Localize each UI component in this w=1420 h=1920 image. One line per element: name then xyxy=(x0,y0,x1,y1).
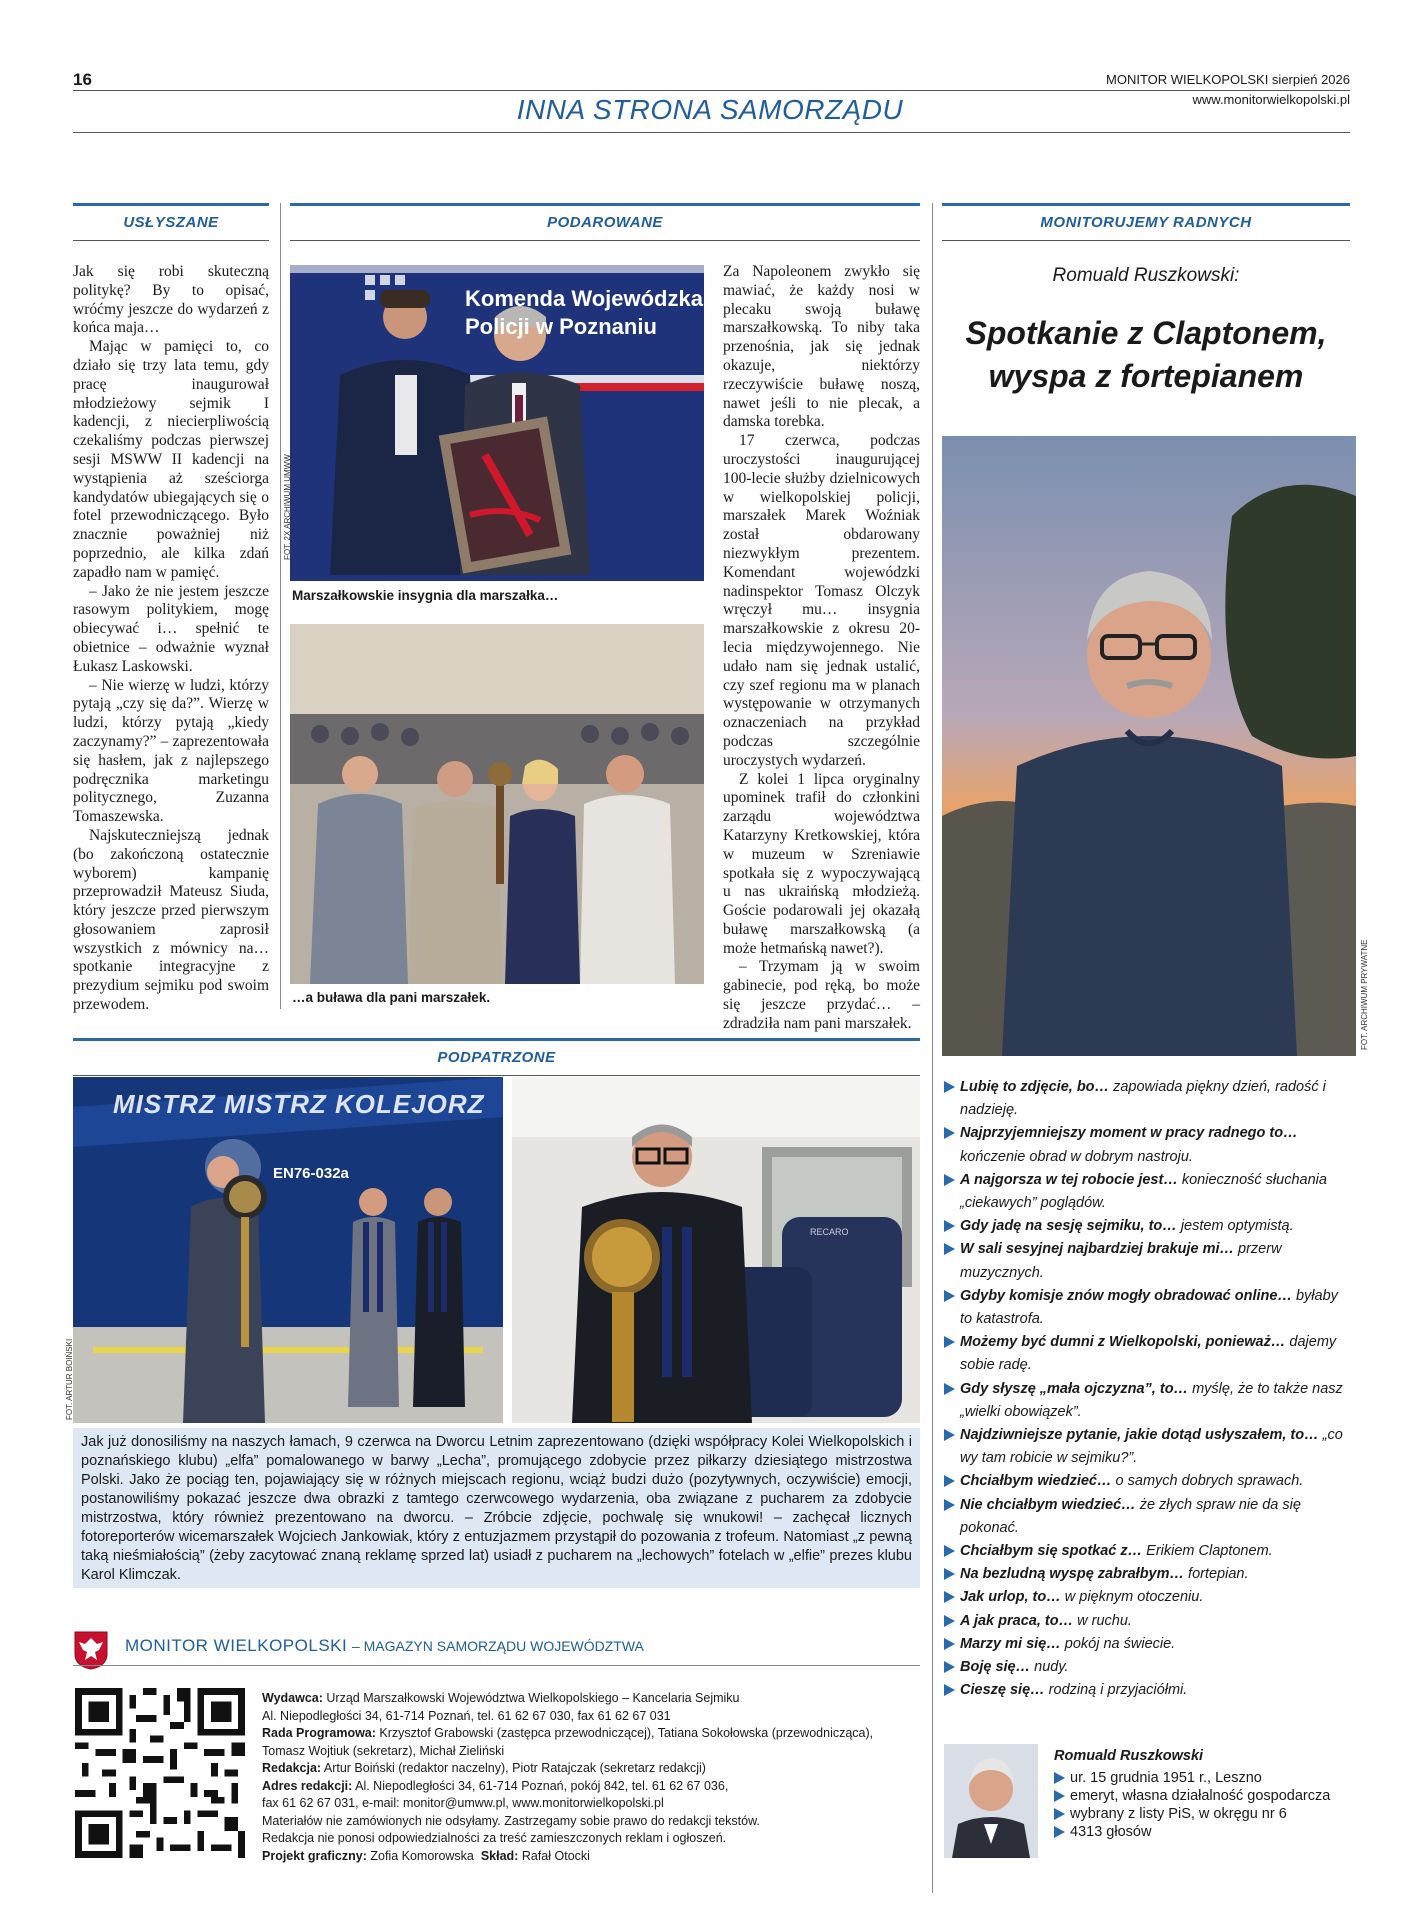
qa-item: A jak praca, to… w ruchu. xyxy=(944,1610,1344,1633)
paragraph: – Trzymam ją w swoim gabinecie, pod ręką, bo może się jeszcze przydać… – zdradziła nam pani marszałek. xyxy=(723,958,920,1032)
bio-item: emeryt, własna działalność gospodarcza xyxy=(1054,1787,1354,1805)
paragraph: Z kolei 1 lipca oryginalny upominek trafił do członkini zarządu województwa Katarzyny Kretkowskiej, która w muzeum w Szreniawie spotkała się z wypoczywającą u nas ukraińską młodzieżą. Goście podarowali jej okazałą buławę marszałkowską (a może hetmańską nawet?). xyxy=(723,770,920,957)
qa-item: Boję się… nudy. xyxy=(944,1656,1344,1679)
bio-item: wybrany z listy PiS, w okręgu nr 6 xyxy=(1054,1805,1354,1823)
caption-mace: …a buława dla pani marszałek. xyxy=(292,990,491,1005)
caption-insignia: Marszałkowskie insygnia dla marszałka… xyxy=(292,588,559,603)
qr-code[interactable] xyxy=(75,1688,245,1858)
section-title: INNA STRONA SAMORZĄDU xyxy=(516,94,904,125)
qa-item: Najdziwniejsze pytanie, jakie dotąd usłyszałem, to… „co wy tam robicie w sejmiku?”. xyxy=(944,1424,1344,1470)
photo-sign-text: Komenda Wojewódzka Policji w Poznaniu xyxy=(465,286,703,339)
photo-councillor-portrait xyxy=(942,436,1356,1056)
seat-label: RECARO xyxy=(810,1227,849,1237)
footer-rule xyxy=(73,1665,920,1666)
paragraph: 17 czerwca, podczas uroczystości inaugurującej 100-lecie służby dzielnicowych w wielkopolskiej policji, marszałek Marek Woźniak został obdarowany niezwykłym prezentem. Komendant wojewódzki nadinspektor Tomasz Olczyk wręczył mu… insygnia marszałkowskie z okresu 20-lecia międzywojennego. Nie udało nam się jednak ustalić, czy szef regionu ma w planach występowanie w otrzymanych oznaczeniach na przykład podczas szczególnie uroczystych wydarzeń. xyxy=(723,432,920,769)
imprint-line: Rada Programowa: Krzysztof Grabowski (zastępca przewodniczącej), Tatiana Sokołowska (przewodnicząca), xyxy=(262,1726,874,1740)
imprint-line: Materiałów nie zamówionych nie odsyłamy. Zastrzegamy sobie prawo do redakcji tekstów. xyxy=(262,1813,760,1828)
paragraph: Za Napoleonem zwykło się mawiać, że każdy nosi w plecaku swoją buławę marszałkowską. To niby taka przenośnia, jak się jednak okazuje, niektórzy rzeczywiście buławę noszą, nawet jeśli to nie plecak, a damska torebka. xyxy=(723,263,920,431)
bio-item: ur. 15 grudnia 1951 r., Leszno xyxy=(1054,1769,1354,1787)
qa-item: Na bezludną wyspę zabrałbym… fortepian. xyxy=(944,1563,1344,1586)
column-header-podarowane: PODAROWANE xyxy=(290,203,920,241)
imprint-line: Tomasz Wojtiuk (sekretarz), Michał Zieliński xyxy=(262,1743,505,1758)
photo-credit: FOT. ARCHIWUM PRYWATNE xyxy=(1360,939,1369,1050)
website-link[interactable]: www.monitorwielkopolski.pl xyxy=(1192,92,1350,107)
photo-train-seat xyxy=(512,1077,920,1423)
paragraph: Najskuteczniejszą jednak (bo zakończoną ostatecznie wyborem) kampanię przeprowadził Mateusz Siuda, który jeszcze przed pierwszym głosowaniem zaprosił wszystkich z mównicy na… spotkanie integracyjne z prezydium sejmiku pod swoim przewodem. xyxy=(73,826,269,1014)
photo-train-trophy xyxy=(73,1077,503,1423)
footer-brand-name: MONITOR WIELKOPOLSKI xyxy=(125,1636,348,1655)
imprint-line: Adres redakcji: Al. Niepodległości 34, 61-714 Poznań, pokój 842, tel. 61 62 67 036, xyxy=(262,1778,729,1793)
qa-item: Jak urlop, to… w pięknym otoczeniu. xyxy=(944,1586,1344,1609)
imprint-line: Redakcja: Artur Boiński (redaktor naczelny), Piotr Ratajczak (sekretarz redakcji) xyxy=(262,1761,706,1775)
photo-councillor-thumbnail xyxy=(944,1744,1038,1858)
paragraph: – Jako że nie jestem jeszcze rasowym politykiem, mogę obiecywać i… spełnić te obietnice – odważnie wyznał Łukasz Laskowski. xyxy=(73,582,269,675)
imprint-line: Wydawca: Urząd Marszałkowski Województwa Wielkopolskiego – Kancelaria Sejmiku xyxy=(262,1691,740,1705)
qa-item: Nie chciałbym wiedzieć… że złych spraw nie da się pokonać. xyxy=(944,1494,1344,1540)
imprint-line: Redakcja nie ponosi odpowiedzialności za treść zamieszczonych reklam i ogłoszeń. xyxy=(262,1831,727,1845)
train-number: EN76-032a xyxy=(273,1165,349,1182)
imprint-line: fax 61 62 67 031, e-mail: monitor@umww.pl, www.monitorwielkopolski.pl xyxy=(262,1796,664,1810)
header-rule-bottom xyxy=(73,132,1350,133)
qa-item: Chciałbym wiedzieć… o samych dobrych sprawach. xyxy=(944,1470,1344,1493)
thumbnail-illustration xyxy=(944,1744,1038,1858)
qa-item: Cieszę się… rodziną i przyjaciółmi. xyxy=(944,1679,1344,1702)
column-header-podpatrzone: PODPATRZONE xyxy=(73,1038,920,1076)
qa-item: Gdy jadę na sesję sejmiku, to… jestem optymistą. xyxy=(944,1215,1344,1238)
caption-podpatrzone: Jak już donosiliśmy na naszych łamach, 9 czerwca na Dworcu Letnim zaprezentowano (dzięki współpracy Kolei Wielkopolskich i poznańskiego klubu) „elfa” pomalowanego w barwy „Lecha”, promującego zdobycie przez piłkarzy dziesiątego mistrzostwa Polski. Jako że pociąg ten, pojawiający się w różnych miejscach regionu, wciąż budzi dużo (pozytywnych, oczywiście) emocji, postanowiliśmy pokazać jeszcze dwa obrazki z tamtego czerwcowego wydarzenia, oba związane z pucharem za zdobycie mistrzostwa, który również prezentowano na dworcu. – Zróbcie zdjęcie, pochwalę się wnukowi! – zachęcał licznych fotoreporterów wicemarszałek Wojciech Jankowiak, który z entuzjazmem przystąpił do pozowania z trofeum. Natomiast „z pewną taką nieśmiałością” (żeby zacytować znaną reklamę sprzed lat) usiadł z pucharem na „lechowych” fotelach w „elfie” prezes klubu Karol Klimczak. xyxy=(73,1428,920,1588)
qa-item: Marzy mi się… pokój na świecie. xyxy=(944,1633,1344,1656)
column-header-radni: MONITORUJEMY RADNYCH xyxy=(942,203,1350,241)
paragraph: Mając w pamięci to, co działo się trzy lata temu, gdy pracę inaugurował młodzieżowy sejmik I kadencji, z niecierpliwością czekaliśmy podczas pierwszej sesji MSWW II kadencji na wystąpienia aż sześciorga kandydatów ubiegających się o fotel przewodniczącego. Było znacznie poważniej niż poprzednio, ale kilka zdań zapadło nam w pamięć. xyxy=(73,338,269,581)
qa-item: Chciałbym się spotkać z… Erikiem Claptonem. xyxy=(944,1540,1344,1563)
publication-name: MONITOR WIELKOPOLSKI sierpień 2026 xyxy=(1106,72,1350,87)
photo-mace-illustration xyxy=(290,624,704,984)
imprint xyxy=(262,1690,922,1865)
photo-credit: FOT. 2X ARCHIWUM UMWW xyxy=(283,454,292,560)
article-uslyszane xyxy=(73,263,269,1015)
column-divider xyxy=(280,203,281,1009)
interview-kicker: Romuald Ruszkowski: xyxy=(1052,265,1240,286)
qa-item: W sali sesyjnej najbardziej brakuje mi… przerw muzycznych. xyxy=(944,1238,1344,1284)
qa-item: Najprzyjemniejszy moment w pracy radnego to… kończenie obrad w dobrym nastroju. xyxy=(944,1122,1344,1168)
column-header-uslyszane: USŁYSZANE xyxy=(73,203,269,241)
article-podarowane xyxy=(723,263,920,1034)
seat-illustration xyxy=(512,1077,920,1423)
bio-name: Romuald Ruszkowski xyxy=(1054,1748,1204,1764)
qa-item: A najgorsza w tej robocie jest… konieczność słuchania „ciekawych” poglądów. xyxy=(944,1169,1344,1215)
photo-credit: FOT. ARTUR BOIŃSKI xyxy=(65,1338,74,1420)
portrait-illustration xyxy=(942,436,1356,1056)
qr-code-icon xyxy=(75,1688,245,1858)
qa-item: Lubię to zdjęcie, bo… zapowiada piękny dzień, radość i nadzieję. xyxy=(944,1076,1344,1122)
qa-item: Gdyby komisje znów mogły obradować online… byłaby to katastrofa. xyxy=(944,1285,1344,1331)
imprint-line: Al. Niepodległości 34, 61-714 Poznań, tel. 61 62 67 030, fax 61 62 67 031 xyxy=(262,1708,671,1723)
interview-headline: Spotkanie z Claptonem, wyspa z fortepianem xyxy=(965,315,1327,394)
train-illustration xyxy=(73,1077,503,1423)
imprint-line: Projekt graficzny: Zofia Komorowska Skład: Rafał Otocki xyxy=(262,1848,590,1863)
coat-of-arms-icon xyxy=(73,1630,109,1670)
header-rule xyxy=(73,90,1350,91)
interview-qa-list xyxy=(944,1076,1344,1702)
train-livery-text: MISTRZ MISTRZ KOLEJORZ xyxy=(113,1089,485,1119)
qa-item: Możemy być dumni z Wielkopolski, ponieważ… dajemy sobie radę. xyxy=(944,1331,1344,1377)
photo-mace-gift xyxy=(290,624,704,984)
eagle-shield-icon xyxy=(73,1630,109,1670)
paragraph: Jak się robi skuteczną politykę? By to opisać, wróćmy jeszcze do wydarzeń z końca maja… xyxy=(73,263,269,337)
qa-item: Gdy słyszę „mała ojczyzna”, to… myślę, że to także nasz „wielki obowiązek”. xyxy=(944,1378,1344,1424)
footer-brand-sub: – MAGAZYN SAMORZĄDU WOJEWÓDZTWA xyxy=(351,1638,644,1654)
footer-brand xyxy=(125,1636,644,1656)
bio-item: 4313 głosów xyxy=(1054,1823,1354,1841)
bio-list xyxy=(1054,1769,1354,1841)
paragraph: – Nie wierzę w ludzi, którzy pytają „czy się da?”. Wierzę w ludzi, którzy pytają „kiedy zaczynamy?” – zaprezentowała się hasłem, jak z najlepszego podręcznika marketingu politycznego, Zuzanna Tomaszewska. xyxy=(73,676,269,826)
column-divider xyxy=(932,203,933,1893)
page-number: 16 xyxy=(73,70,92,89)
photo-insignia-handover xyxy=(290,265,704,581)
